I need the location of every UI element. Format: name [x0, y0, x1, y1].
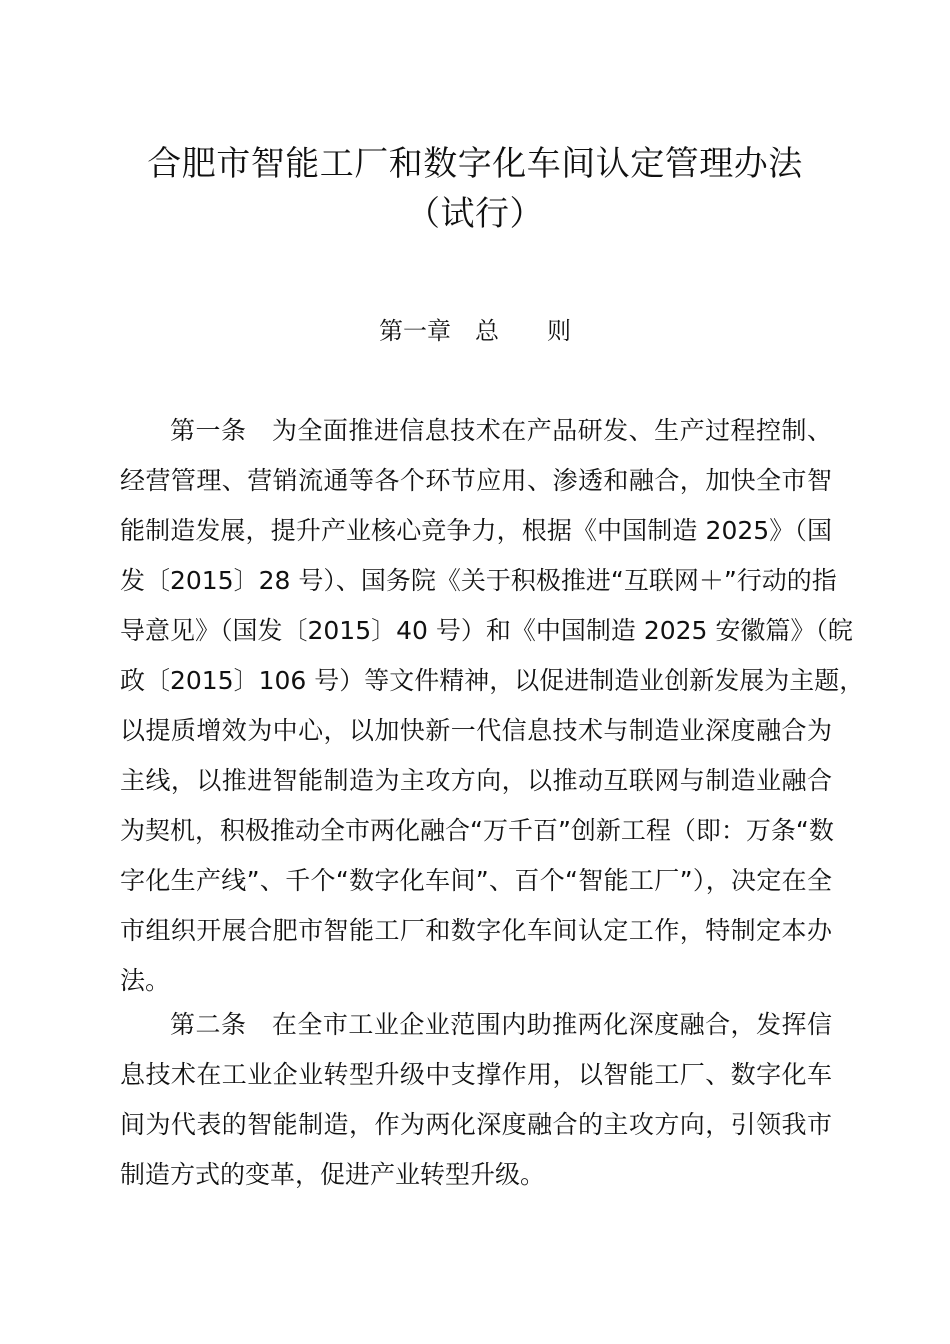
article-1-line: 能制造发展，提升产业核心竞争力，根据《中国制造 2025》（国	[120, 516, 832, 545]
article-1-line: 经营管理、营销流通等各个环节应用、渗透和融合，加快全市智	[120, 466, 832, 495]
article-1-line: 主线，以推进智能制造为主攻方向，以推动互联网与制造业融合	[120, 766, 832, 795]
article-2-paragraph	[120, 1000, 832, 1200]
article-1-line: 以提质增效为中心，以加快新一代信息技术与制造业深度融合为	[120, 716, 832, 745]
article-2-line: 制造方式的变革，促进产业转型升级。	[120, 1160, 546, 1189]
article-1-line: 为契机，积极推动全市两化融合“万千百”创新工程（即：万条“数	[120, 816, 834, 845]
chapter-heading: 第一章 总 则	[379, 317, 571, 345]
article-1-paragraph	[120, 406, 865, 1006]
article-1-line: 发〔2015〕28 号）、国务院《关于积极推进“互联网＋”行动的指	[120, 566, 837, 595]
article-1-line: 导意见》（国发〔2015〕40 号）和《中国制造 2025 安徽篇》（皖	[120, 616, 853, 645]
article-1-line: 法。	[120, 966, 171, 995]
article-2-line: 第二条 在全市工业企业范围内助推两化深度融合，发挥信	[170, 1010, 832, 1039]
document-subtitle: （试行）	[406, 194, 544, 234]
article-1-line: 字化生产线”、千个“数字化车间”、百个“智能工厂”），决定在全	[120, 866, 832, 895]
document-title: 合肥市智能工厂和数字化车间认定管理办法	[147, 144, 803, 184]
article-1-line: 政〔2015〕106 号）等文件精神，以促进制造业创新发展为主题，	[120, 666, 865, 695]
article-2-line: 息技术在工业企业转型升级中支撑作用，以智能工厂、数字化车	[120, 1060, 832, 1089]
article-2-line: 间为代表的智能制造，作为两化深度融合的主攻方向，引领我市	[120, 1110, 832, 1139]
article-1-line: 第一条 为全面推进信息技术在产品研发、生产过程控制、	[170, 416, 832, 445]
article-1-line: 市组织开展合肥市智能工厂和数字化车间认定工作，特制定本办	[120, 916, 832, 945]
